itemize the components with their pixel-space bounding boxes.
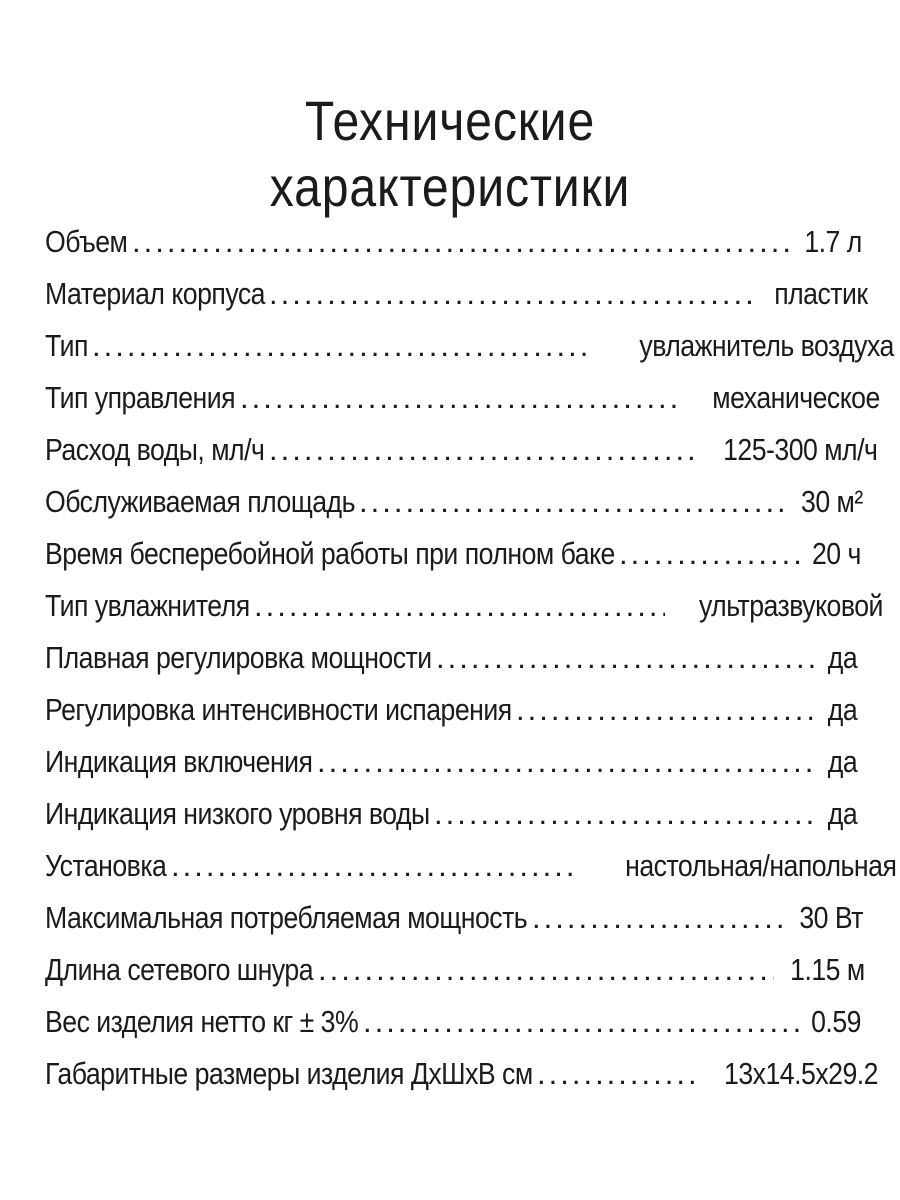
spec-row-evaporation-control [45, 684, 858, 736]
spec-value: 125-300 мл/ч [723, 432, 878, 467]
spec-label: Установка [45, 848, 167, 883]
spec-value: 13x14.5x29.2 [724, 1056, 878, 1091]
page-title [63, 88, 837, 220]
spec-row-cord-length [45, 944, 865, 996]
spec-value: механическое [712, 380, 880, 415]
spec-label: Габаритные размеры изделия ДхШхВ см [45, 1056, 533, 1091]
page-title-line-2: характеристики [269, 154, 631, 218]
page-title-line-1: Технические [304, 88, 596, 152]
spec-label: Материал корпуса [45, 276, 265, 311]
spec-value: да [827, 692, 858, 727]
spec-row-max-power [45, 892, 863, 944]
spec-label: Максимальная потребляемая мощность [45, 900, 528, 935]
spec-label: Плавная регулировка мощности [45, 640, 432, 675]
dot-leader [269, 424, 694, 476]
spec-row-service-area [45, 476, 863, 528]
dot-leader [359, 476, 787, 528]
spec-value: 30 м² [801, 484, 863, 519]
dot-leader [537, 1048, 695, 1100]
spec-row-power-indicator [45, 736, 858, 788]
dot-leader [240, 372, 681, 424]
spec-row-net-weight [45, 996, 861, 1048]
spec-row-water-consumption [45, 424, 878, 476]
dot-leader [132, 216, 791, 268]
spec-label: Расход воды, мл/ч [45, 432, 265, 467]
spec-row-body-material [45, 268, 868, 320]
spec-label: Время бесперебойной работы при полном баке [45, 536, 615, 571]
dot-leader [619, 528, 800, 580]
spec-value: ультразвуковой [698, 588, 883, 623]
spec-label: Индикация низкого уровня воды [45, 796, 430, 831]
spec-label: Длина сетевого шнура [45, 952, 314, 987]
spec-row-runtime [45, 528, 861, 580]
spec-label: Объем [45, 224, 128, 259]
dot-leader [92, 320, 594, 372]
dot-leader [171, 840, 577, 892]
dot-leader [254, 580, 665, 632]
dot-leader [436, 632, 819, 684]
spec-value: увлажнитель воздуха [639, 328, 894, 363]
spec-value: 0.59 [811, 1004, 861, 1039]
spec-row-low-water-indicator [45, 788, 858, 840]
dot-leader [269, 268, 755, 320]
spec-value: да [827, 640, 858, 675]
dot-leader [363, 996, 799, 1048]
spec-value: пластик [774, 276, 868, 311]
spec-list [45, 216, 897, 1100]
dot-leader [532, 892, 785, 944]
spec-value: 20 ч [811, 536, 861, 571]
spec-label: Тип [45, 328, 88, 363]
dot-leader [318, 944, 774, 996]
spec-value: 1.15 м [790, 952, 865, 987]
spec-value: 30 Вт [799, 900, 863, 935]
dot-leader [516, 684, 819, 736]
spec-row-type [45, 320, 894, 372]
spec-value: да [827, 796, 858, 831]
spec-label: Обслуживаемая площадь [45, 484, 355, 519]
spec-label: Регулировка интенсивности испарения [45, 692, 512, 727]
spec-label: Индикация включения [45, 744, 313, 779]
spec-label: Тип увлажнителя [45, 588, 250, 623]
spec-row-installation [45, 840, 897, 892]
spec-row-smooth-power [45, 632, 858, 684]
spec-row-volume [45, 216, 862, 268]
spec-value: да [827, 744, 858, 779]
dot-leader [317, 736, 819, 788]
spec-row-humidifier-type [45, 580, 883, 632]
dot-leader [434, 788, 819, 840]
spec-value: настольная/напольная [625, 848, 897, 883]
spec-row-control-type [45, 372, 880, 424]
spec-label: Тип управления [45, 380, 236, 415]
spec-label: Вес изделия нетто кг ± 3% [45, 1004, 359, 1039]
spec-value: 1.7 л [804, 224, 862, 259]
spec-row-dimensions [45, 1048, 878, 1100]
